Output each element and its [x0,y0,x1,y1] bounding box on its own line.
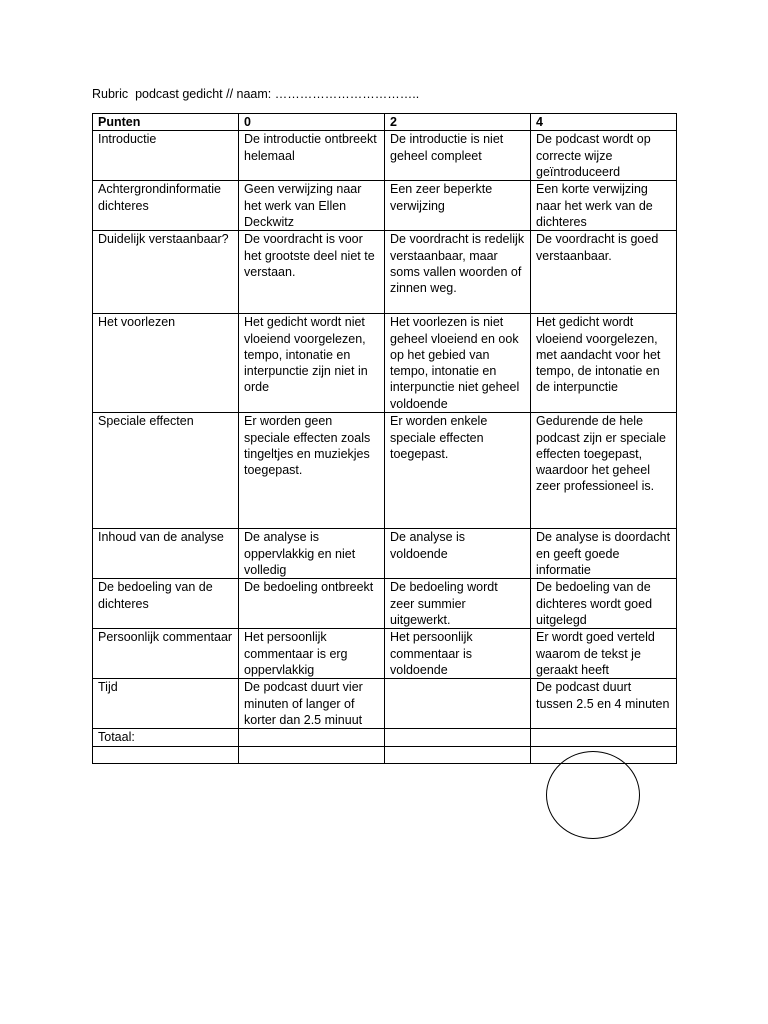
total-label-cell: Totaal: [93,729,239,746]
header-score-0: 0 [239,114,385,131]
score-2-cell: Een zeer beperkte verwijzing [385,181,531,231]
header-score-4: 4 [531,114,677,131]
table-row [93,679,677,729]
score-2-cell: De analyse is voldoende [385,529,531,579]
score-0-cell: Het gedicht wordt niet vloeiend voorgelezen, tempo, intonatie en interpunctie zijn niet in orde [239,314,385,413]
header-score-2: 2 [385,114,531,131]
score-0-cell: De analyse is oppervlakkig en niet volledig [239,529,385,579]
score-4-cell: Gedurende de hele podcast zijn er speciale effecten toegepast, waardoor het geheel zeer professioneel is. [531,413,677,529]
score-0-cell [239,746,385,763]
criterion-cell: Introductie [93,131,239,181]
criterion-cell: Inhoud van de analyse [93,529,239,579]
score-0-cell: De voordracht is voor het grootste deel niet te verstaan. [239,231,385,314]
criterion-cell: Het voorlezen [93,314,239,413]
criterion-cell: De bedoeling van de dichteres [93,579,239,629]
criterion-cell: Speciale effecten [93,413,239,529]
criterion-cell [93,746,239,763]
score-2-cell: De introductie is niet geheel compleet [385,131,531,181]
score-0-cell: De bedoeling ontbreekt [239,579,385,629]
grade-circle [546,751,640,839]
table-row [93,629,677,679]
score-0-cell: Geen verwijzing naar het werk van Ellen Deckwitz [239,181,385,231]
score-0-cell [239,729,385,746]
score-4-cell: De analyse is doordacht en geeft goede informatie [531,529,677,579]
score-2-cell: De voordracht is redelijk verstaanbaar, maar soms vallen woorden of zinnen weg. [385,231,531,314]
score-0-cell: Er worden geen speciale effecten zoals tingeltjes en muziekjes toegepast. [239,413,385,529]
score-0-cell: De introductie ontbreekt helemaal [239,131,385,181]
score-2-cell: Er worden enkele speciale effecten toegepast. [385,413,531,529]
score-4-cell: De bedoeling van de dichteres wordt goed uitgelegd [531,579,677,629]
criterion-cell: Persoonlijk commentaar [93,629,239,679]
score-4-cell: De voordracht is goed verstaanbaar. [531,231,677,314]
header-punten: Punten [93,114,239,131]
score-4-cell: Er wordt goed verteld waarom de tekst je geraakt heeft [531,629,677,679]
table-row [93,529,677,579]
table-header-row [93,114,677,131]
criterion-cell: Achtergrondinformatie dichteres [93,181,239,231]
score-4-cell: Het gedicht wordt vloeiend voorgelezen, met aandacht voor het tempo, de intonatie en de interpunctie [531,314,677,413]
score-0-cell: Het persoonlijk commentaar is erg oppervlakkig [239,629,385,679]
score-4-cell [531,729,677,746]
criterion-cell: Duidelijk verstaanbaar? [93,231,239,314]
score-4-cell: De podcast duurt tussen 2.5 en 4 minuten [531,679,677,729]
table-row [93,579,677,629]
score-4-cell: Een korte verwijzing naar het werk van de dichteres [531,181,677,231]
score-2-cell: Het persoonlijk commentaar is voldoende [385,629,531,679]
score-4-cell: De podcast wordt op correcte wijze geïntroduceerd [531,131,677,181]
table-row [93,131,677,181]
document-title: Rubric podcast gedicht // naam: …………………………….. [92,87,420,101]
criterion-cell: Tijd [93,679,239,729]
table-row [93,413,677,529]
rubric-table [92,113,677,764]
table-row [93,231,677,314]
score-2-cell: Het voorlezen is niet geheel vloeiend en ook op het gebied van tempo, intonatie en interpunctie niet geheel voldoende [385,314,531,413]
score-2-cell [385,729,531,746]
table-row [93,314,677,413]
score-2-cell: De bedoeling wordt zeer summier uitgewerkt. [385,579,531,629]
table-row [93,181,677,231]
table-row-total [93,729,677,746]
score-2-cell [385,679,531,729]
score-2-cell [385,746,531,763]
score-0-cell: De podcast duurt vier minuten of langer of korter dan 2.5 minuut [239,679,385,729]
